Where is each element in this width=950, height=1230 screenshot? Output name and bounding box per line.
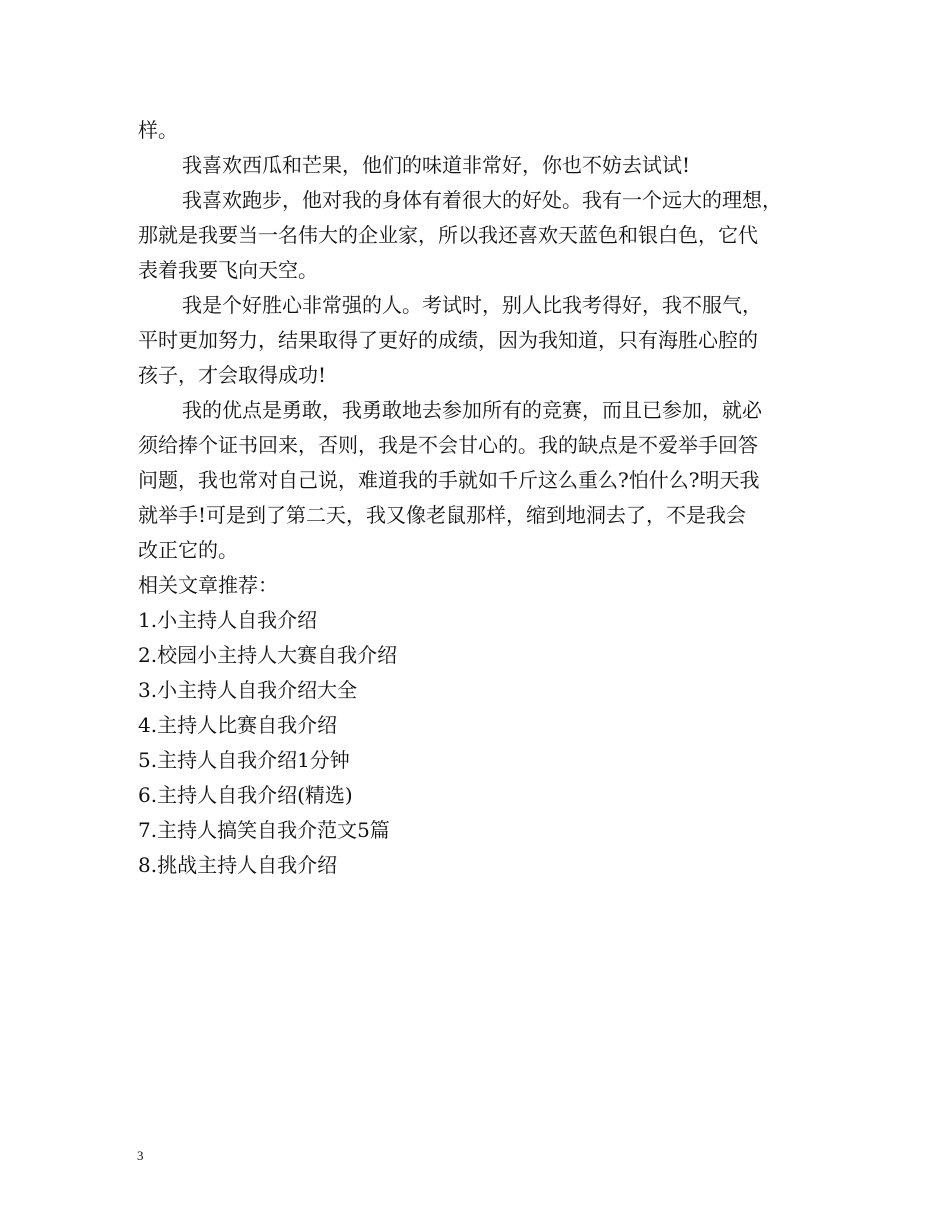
text-line: 那就是我要当一名伟大的企业家，所以我还喜欢天蓝色和银白色，它代 — [138, 223, 758, 247]
paragraph-competitive — [138, 288, 828, 393]
text-line: 我喜欢西瓜和芒果，他们的味道非常好，你也不妨去试试! — [182, 153, 691, 177]
related-article-link[interactable]: 8.挑战主持人自我介绍 — [138, 853, 338, 877]
paragraph-strengths-weaknesses — [138, 393, 828, 568]
related-articles-heading: 相关文章推荐： — [138, 573, 278, 597]
text-line: 就举手!可是到了第二天，我又像老鼠那样，缩到地洞去了，不是我会 — [138, 503, 747, 527]
paragraph-running — [138, 183, 828, 288]
text-line: 表着我要飞向天空。 — [138, 258, 318, 282]
text-line: 改正它的。 — [138, 538, 238, 562]
text-line: 平时更加努力，结果取得了更好的成绩，因为我知道，只有海胜心腔的 — [138, 328, 758, 352]
text-line: 我的优点是勇敢，我勇敢地去参加所有的竞赛，而且已参加，就必 — [182, 398, 762, 422]
text-line: 我是个好胜心非常强的人。考试时，别人比我考得好，我不服气， — [182, 293, 762, 317]
text-line: 样。 — [138, 118, 178, 142]
related-article-link[interactable]: 7.主持人搞笑自我介范文5篇 — [138, 818, 390, 842]
text-line: 须给捧个证书回来，否则，我是不会甘心的。我的缺点是不爱举手回答 — [138, 433, 758, 457]
text-line: 孩子，才会取得成功! — [138, 363, 327, 387]
related-article-link[interactable]: 5.主持人自我介绍1分钟 — [138, 748, 350, 772]
related-article-link[interactable]: 4.主持人比赛自我介绍 — [138, 713, 338, 737]
text-line: 我喜欢跑步，他对我的身体有着很大的好处。我有一个远大的理想， — [182, 188, 782, 212]
document-body — [138, 113, 828, 883]
paragraph-fruit — [138, 148, 828, 183]
continuation-line — [138, 113, 828, 148]
related-articles-list — [138, 603, 828, 883]
related-article-link[interactable]: 6.主持人自我介绍(精选) — [138, 783, 353, 807]
related-article-link[interactable]: 2.校园小主持人大赛自我介绍 — [138, 643, 398, 667]
related-article-link[interactable]: 1.小主持人自我介绍 — [138, 608, 318, 632]
text-line: 问题，我也常对自己说，难道我的手就如千斤这么重么?怕什么?明天我 — [138, 468, 760, 492]
page-number: 3 — [137, 1148, 144, 1163]
related-article-link[interactable]: 3.小主持人自我介绍大全 — [138, 678, 358, 702]
